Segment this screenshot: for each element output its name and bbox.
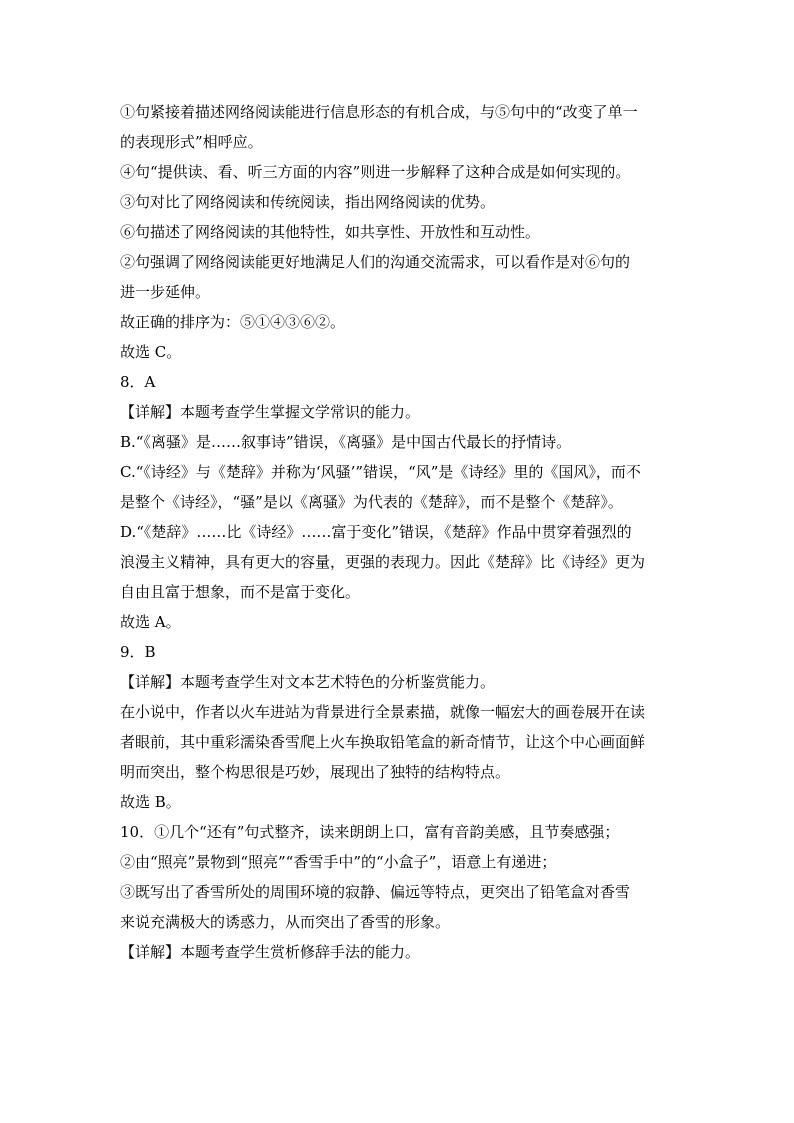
question-number-10: 10．①几个“还有”句式整齐，读来朗朗上口，富有音韵美感，且节奏感强； bbox=[120, 823, 620, 841]
text-line: ①句紧接着描述网络阅读能进行信息形态的有机合成，与⑤句中的“改变了单一 bbox=[120, 103, 638, 121]
text-line: ③既写出了香雪所处的周围环境的寂静、偏远等特点，更突出了铅笔盒对香雪 bbox=[120, 883, 631, 901]
text-line: 的表现形式”相呼应。 bbox=[120, 133, 263, 151]
text-line: 进一步延伸。 bbox=[120, 283, 211, 301]
explanation-heading: 【详解】本题考查学生赏析修辞手法的能力。 bbox=[120, 943, 421, 961]
answer-choice-line: 故选 B。 bbox=[120, 793, 181, 811]
text-line: 者眼前，其中重彩濡染香雪爬上火车换取铅笔盒的新奇情节，让这个中心画面鲜 bbox=[120, 733, 646, 751]
answer-choice-line: 故选 C。 bbox=[120, 343, 182, 361]
document-page bbox=[120, 97, 680, 967]
text-line: ④句“提供读、看、听三方面的内容”则进一步解释了这种合成是如何实现的。 bbox=[120, 163, 631, 181]
answer-choice-line: 故选 A。 bbox=[120, 613, 181, 631]
text-line: 是整个《诗经》，“骚”是以《离骚》为代表的《楚辞》，而不是整个《楚辞》。 bbox=[120, 493, 623, 511]
explanation-heading: 【详解】本题考查学生掌握文学常识的能力。 bbox=[120, 403, 421, 421]
text-line: D.“《楚辞》……比《诗经》……富于变化”错误，《楚辞》作品中贯穿着强烈的 bbox=[120, 523, 632, 541]
answer-order-line: 故正确的排序为：⑤①④③⑥②。 bbox=[120, 313, 346, 331]
question-number-9: 9．B bbox=[120, 643, 156, 661]
text-line: ②由“照亮”景物到“照亮”“香雪手中”的“小盒子”，语意上有递进； bbox=[120, 853, 557, 871]
text-line: ⑥句描述了网络阅读的其他特性，如共享性、开放性和互动性。 bbox=[120, 223, 541, 241]
question-number-8: 8．A bbox=[120, 373, 156, 391]
text-line: 自由且富于想象，而不是富于变化。 bbox=[120, 583, 361, 601]
explanation-heading: 【详解】本题考查学生对文本艺术特色的分析鉴赏能力。 bbox=[120, 673, 496, 691]
text-line: 来说充满极大的诱惑力，从而突出了香雪的形象。 bbox=[120, 913, 451, 931]
text-line: 浪漫主义精神，具有更大的容量，更强的表现力。因此《楚辞》比《诗经》更为 bbox=[120, 553, 646, 571]
text-line: C.“《诗经》与《楚辞》并称为‘风骚’”错误，“风”是《诗经》里的《国风》，而不 bbox=[120, 463, 641, 481]
text-line: ③句对比了网络阅读和传统阅读，指出网络阅读的优势。 bbox=[120, 193, 496, 211]
text-line: 明而突出，整个构思很是巧妙，展现出了独特的结构特点。 bbox=[120, 763, 511, 781]
text-line: ②句强调了网络阅读能更好地满足人们的沟通交流需求，可以看作是对⑥句的 bbox=[120, 253, 631, 271]
text-line: B.“《离骚》是……叙事诗”错误，《离骚》是中国古代最长的抒情诗。 bbox=[120, 433, 572, 451]
text-line: 在小说中，作者以火车进站为背景进行全景素描，就像一幅宏大的画卷展开在读 bbox=[120, 703, 646, 721]
